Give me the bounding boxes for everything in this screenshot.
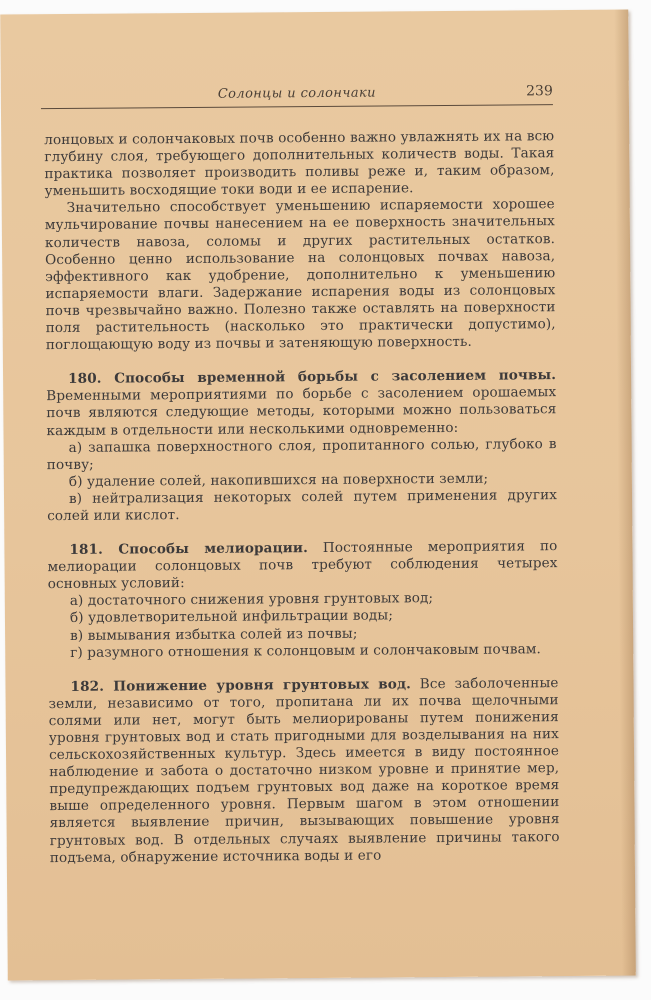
section-180-text: Временными мероприятиями по борьбе с засолением орошаемых почв являются следующие методы, которыми можно пользоваться каждым в отдельности или несколькими одновременно: xyxy=(46,384,557,439)
list-item: в) вымывания избытка солей из почвы; xyxy=(70,625,358,644)
list-item: б) удовлетворительной инфильтрации воды; xyxy=(69,607,394,627)
list-item: г) разумного отношения к солонцовым и солончаковым почвам. xyxy=(70,640,542,661)
paragraph-continuation: лонцовых и солончаковых почв особенно важно увлажнять их на всю глубину слоя, требующего дополнительных количеств воды. Такая практика позволяет производить поливы реже и, таким образом, уменьшить восходящие токи води и ее испарение. xyxy=(44,128,555,200)
list-item: а) запашка поверхностного слоя, пропитанного солью, глубоко в почву; xyxy=(46,435,557,473)
section-181 xyxy=(47,538,557,593)
page-number: 239 xyxy=(526,83,553,100)
paragraph-mulching: Значительно способствует уменьшению испаряемости хорошее мульчирование почвы нанесением на ее поверхность значительных количеств навоза, соломы и других растительных остатков. Особенно ценно использование на солонцовых почвах навоза, эффективного как удобрение, дополнительно к уменьшению испаряемости влаги. Задержание испарения воды из солонцовых почв чрезвычайно важно. Полезно также оставлять на поверхности поля растительность (насколько это практически допустимо), поглощающую воду из почвы и затеняющую поверхность. xyxy=(44,196,556,354)
list-item: б) удаление солей, накопившихся на поверхности земли; xyxy=(68,470,489,490)
section-181-text: Постоянные мероприятия по мелиорации солонцовых почв требуют соблюдения четырех основных условий: xyxy=(47,538,558,593)
section-181-heading: 181. Способы мелиорации. xyxy=(69,540,308,559)
section-182 xyxy=(48,675,559,867)
section-182-text: Все заболоченные земли, независимо от того, пропитана ли их почва щелочными солями или нет, могут быть мелиорированы путем понижения уровня грунтовых вод и стать пригодными для возделывания на них сельскохозяйственных культур. Здесь имеется в виду постоянное наблюдение и забота о достаточно низком уровне и принятие мер, предупреждающих подъем грунтовых вод даже на короткое время выше определенного уровня. Первым шагом в этом отношении является выявление причин, вызывающих повышение уровня грунтовых вод. В отдельных случаях выявление причины такого подъема, обнаружение источника воды и его xyxy=(48,674,560,866)
list-item: в) нейтрализация некоторых солей путем применения других солей или кислот. xyxy=(47,486,558,525)
list-item: а) достаточного снижения уровня грунтовых вод; xyxy=(69,590,434,610)
body-text xyxy=(44,128,560,867)
page-header xyxy=(41,84,553,109)
book-page xyxy=(0,10,636,981)
running-title: Солонцы и солончаки xyxy=(217,85,376,102)
section-180 xyxy=(46,367,557,439)
section-182-heading: 182. Понижение уровня грунтовых вод. xyxy=(70,675,412,695)
section-180-heading: 180. Способы временной борьбы с засолением почвы. xyxy=(68,367,557,388)
